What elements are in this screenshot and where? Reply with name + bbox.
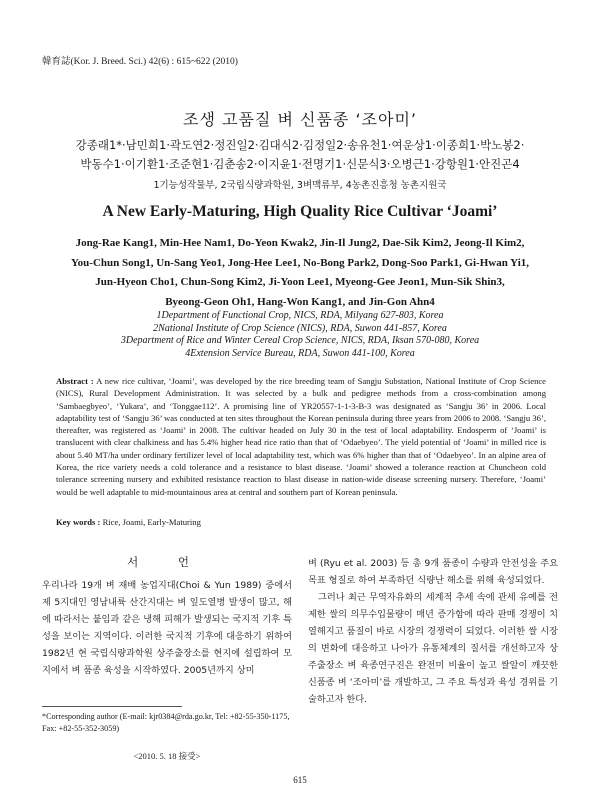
right-paragraph-2: 그러나 최근 무역자유화의 세계적 추세 속에 관세 유예를 전제한 쌀의 의무수입물량이 매년 증가함에 따라 판매 경쟁이 치열해지고 품질이 바로 시장의 경쟁력이 되었다. 이러한 쌀 시장의 변화에 대응하고 나아가 유통체계의 질서를 개선하고자 상주출장소 벼 육종연구진은 완전미 비율이 높고 쌀알이 깨끗한 신품종 벼 ‘조아미’를 개발하고, 그 주요 특성과 육성 경위를 기술하고자 한다. (308, 592, 558, 705)
abstract-label: Abstract : (56, 376, 94, 386)
affiliation-1: 1Department of Functional Crop, NICS, RDA, Milyang 627-803, Korea (156, 310, 444, 321)
abstract-text: A new rice cultivar, ‘Joami’, was developed by the rice breeding team of Sangju Substation, National Institute of Crop Science (NICS), Rural Development Administration. It was selected by a bulk and pedigree methods from a cross-combination among ‘Sambaegbyeo’, ‘Yukara’, and ‘Tonggae112’. A promising line of YR20557-1-1-3-B-3 was designated as ‘Sangju 36’ in 2006. Local adaptability test of ‘Sangju 36’ was conducted at ten sites throughout the Korean peninsula during three years from 2006 to 2008. ‘Sangju 36’, thereafter, was registered as ‘Joami’ in 2008. The cultivar headed on July 30 in the test of local adaptability. Endosperm of ‘Joami’ is translucent with clear chalkiness and has 5.4% higher head rice ratio than that of ‘Odaebyeo’. The yield potential of ‘Joami’ in milled rice is about 5.40 MT/ha under ordinary fertilizer level of local adaptability test, which was 6% higher than that of ‘Odaebyeo’. In an alpine area of Korea, the rice variety needs a cold tolerance and a resistance to blast disease. ‘Joami’ showed a tolerance reaction at Chuncheon cold tolerance screening nursery and exhibited resistance reaction to blast disease in nation-wide disease screening nursery. Therefore, ‘Joami’ would be well adaptable to mid-mountainous area at central and southern part of Korean peninsula. (56, 376, 547, 497)
authors-english (55, 234, 545, 312)
left-paragraph: 우리나라 19개 벼 재배 농업지대(Choi & Yun 1989) 중에서 제 5지대인 영남내륙 산간지대는 벼 잎도열병 발생이 많고, 해에 따라서는 붙임과 같은 냉해 피해가 발생되는 국지적 기후 특성을 보이는 지역이다. 이러한 국지적 기후에 대응하기 위하여 1982년 현 국립식량과학원 상주출장소를 현지에 설립하여 모지에서 벼 품종 육성을 시작하였다. 2005년까지 상미 (42, 580, 292, 676)
affiliation-4: 4Extension Service Bureau, RDA, Suwon 441-100, Korea (185, 347, 415, 359)
body-left-column (42, 577, 292, 679)
affiliation-3: 3Department of Rice and Winter Cereal Crop Science, NICS, RDA, Iksan 570-080, Korea (120, 335, 480, 346)
body-right-column (308, 555, 558, 708)
footnote-divider (42, 706, 182, 707)
journal-header: 韓育誌(Kor. J. Breed. Sci.) 42(6) : 615~622 (2010) (42, 57, 238, 67)
right-paragraph-1: 벼 (Ryu et al. 2003) 등 총 9개 품종이 수량과 안전성을 주요 목표 형질로 하여 부족하던 식량난 해소를 위해 육성되었다. (308, 558, 558, 586)
keywords (56, 517, 201, 527)
authors-english-line-2: You-Chun Song1, Un-Sang Yeo1, Jong-Hee Lee1, No-Bong Park2, Dong-Soo Park1, Gi-Hwan Yi1, (70, 256, 530, 269)
authors-korean-line-1: 강종래1*·남민희1·곽도연2·정진일2·김대식2·김정일2·송유천1·여운상1·이종희1·박노봉2· (75, 138, 525, 152)
authors-korean-line-2: 박동수1·이기환1·조준현1·김춘송2·이지윤1·전명기1·신문식3·오병근1·강항원1·안진곤4 (80, 157, 520, 171)
affiliations-korean: 1기능성작물부, 2국립식량과학원, 3벼맥류부, 4농촌진흥청 농촌지원국 (153, 180, 447, 191)
corresponding-author-footnote: *Corresponding author (E-mail: kjr0384@rda.go.kr, Tel: +82-55-350-1175, Fax: +82-55-352-3059) (42, 712, 290, 733)
authors-english-line-1: Jong-Rae Kang1, Min-Hee Nam1, Do-Yeon Kwak2, Jin-Il Jung2, Dae-Sik Kim2, Jeong-Il Kim2, (75, 237, 525, 249)
title-english: A New Early-Maturing, High Quality Rice Cultivar ‘Joami’ (102, 203, 498, 220)
received-date: <2010. 5. 18 接受> (133, 751, 201, 761)
section-heading-introduction: 서 언 (127, 555, 207, 569)
keywords-label: Key words : (56, 517, 101, 527)
keywords-text: Rice, Joami, Early-Maturing (102, 517, 201, 527)
title-korean: 조생 고품질 벼 신품종 ‘조아미’ (183, 110, 417, 129)
page-number: 615 (293, 775, 307, 785)
affiliation-2: 2National Institute of Crop Science (NICS), RDA, Suwon 441-857, Korea (153, 322, 447, 334)
authors-korean (40, 136, 560, 174)
authors-english-line-3: Jun-Hyeon Cho1, Chun-Song Kim2, Ji-Yoon Lee1, Myeong-Gee Jeon1, Mun-Sik Shin3, (95, 276, 505, 288)
authors-english-line-4: Byeong-Geon Oh1, Hang-Won Kang1, and Jin-Gon Ahn4 (165, 295, 435, 308)
affiliations-english (40, 310, 560, 360)
abstract (56, 375, 546, 498)
